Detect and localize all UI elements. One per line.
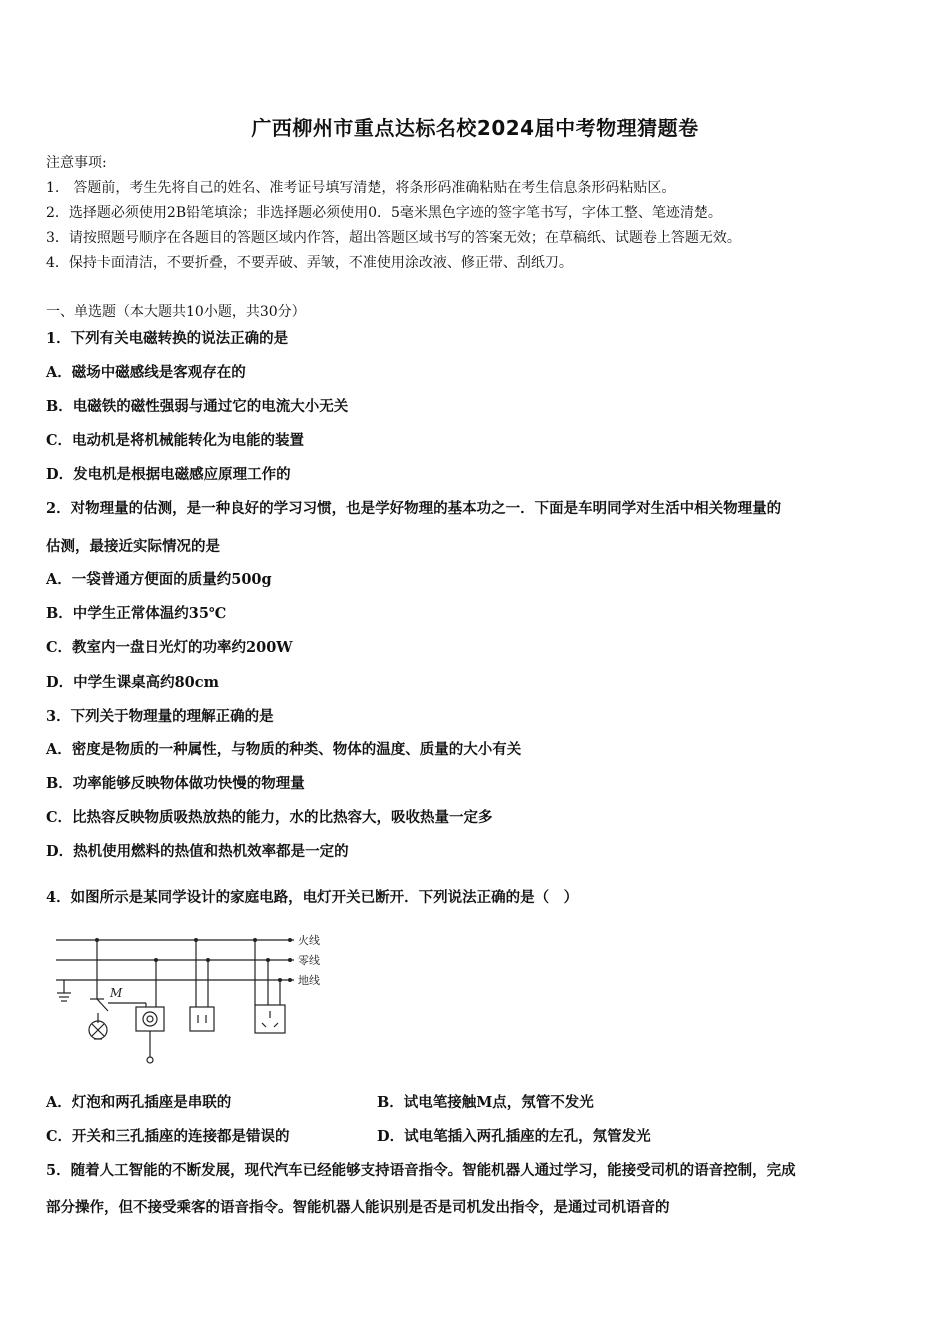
- question-4-stem: 4．如图所示是某同学设计的家庭电路，电灯开关已断开．下列说法正确的是（ ）: [46, 889, 579, 906]
- question-1-option-d: D．发电机是根据电磁感应原理工作的: [46, 466, 291, 483]
- open-switch: [97, 999, 108, 1011]
- question-5-stem-cont: 部分操作，但不接受乘客的语音指令。智能机器人能识别是否是司机发出指令，是通过司机语音的: [46, 1199, 670, 1216]
- question-2-option-b: B．中学生正常体温约35℃: [46, 605, 227, 622]
- notice-item: 4．保持卡面清洁，不要折叠，不要弄破、弄皱，不准使用涂改液、修正带、刮纸刀。: [46, 255, 573, 271]
- probe-point-icon: [147, 1057, 153, 1063]
- question-4-option-c: C．开关和三孔插座的连接都是错误的: [46, 1128, 290, 1145]
- notice-item: 2．选择题必须使用2B铅笔填涂；非选择题必须使用0．5毫米黑色字迹的签字笔书写，字体工整、笔迹清楚。: [46, 205, 722, 221]
- ground-wire-label: 地线: [298, 974, 320, 987]
- point-m-label: M: [110, 986, 123, 1000]
- notice-heading: 注意事项:: [46, 155, 107, 171]
- question-3-stem: 3．下列关于物理量的理解正确的是: [46, 708, 274, 725]
- two-hole-socket: [190, 1007, 214, 1031]
- section-heading: 一、单选题（本大题共10小题，共30分）: [46, 304, 306, 320]
- question-2-stem-cont: 估测，最接近实际情况的是: [46, 538, 220, 555]
- question-5-stem: 5．随着人工智能的不断发展，现代汽车已经能够支持语音指令。智能机器人通过学习，能接受司机的语音控制，完成: [46, 1162, 796, 1179]
- question-2-option-c: C．教室内一盘日光灯的功率约200W: [46, 639, 293, 656]
- fire-wire-label: 火线: [298, 934, 320, 947]
- household-circuit-diagram: [50, 927, 350, 1067]
- question-4-option-a: A．灯泡和两孔插座是串联的: [46, 1094, 232, 1111]
- three-hole-socket: [255, 1005, 285, 1033]
- question-3-option-d: D．热机使用燃料的热值和热机效率都是一定的: [46, 843, 349, 860]
- question-2-option-d: D．中学生课桌高约80cm: [46, 674, 219, 691]
- appliance-box: [136, 1007, 164, 1031]
- question-1-option-b: B．电磁铁的磁性强弱与通过它的电流大小无关: [46, 398, 349, 415]
- question-3-option-b: B．功率能够反映物体做功快慢的物理量: [46, 775, 305, 792]
- question-2-stem: 2．对物理量的估测，是一种良好的学习习惯，也是学好物理的基本功之一．下面是车明同学对生活中相关物理量的: [46, 500, 782, 517]
- exam-title: 广西柳州市重点达标名校2024届中考物理猜题卷: [251, 116, 699, 140]
- question-2-option-a: A．一袋普通方便面的质量约500g: [46, 571, 272, 588]
- question-3-option-a: A．密度是物质的一种属性，与物质的种类、物体的温度、质量的大小有关: [46, 741, 522, 758]
- question-1-stem: 1．下列有关电磁转换的说法正确的是: [46, 330, 289, 347]
- question-4-option-b: B．试电笔接触M点，氖管不发光: [377, 1094, 594, 1111]
- question-4-option-d: D．试电笔插入两孔插座的左孔，氖管发光: [377, 1128, 651, 1145]
- notice-item: 3．请按照题号顺序在各题目的答题区域内作答，超出答题区域书写的答案无效；在草稿纸、试题卷上答题无效。: [46, 230, 741, 246]
- neutral-wire-label: 零线: [298, 954, 320, 967]
- question-1-option-a: A．磁场中磁感线是客观存在的: [46, 364, 246, 381]
- question-1-option-c: C．电动机是将机械能转化为电能的装置: [46, 432, 305, 449]
- question-3-option-c: C．比热容反映物质吸热放热的能力，水的比热容大，吸收热量一定多: [46, 809, 493, 826]
- notice-item: 1. 答题前，考生先将自己的姓名、准考证号填写清楚，将条形码准确粘贴在考生信息条形码粘贴区。: [46, 180, 676, 196]
